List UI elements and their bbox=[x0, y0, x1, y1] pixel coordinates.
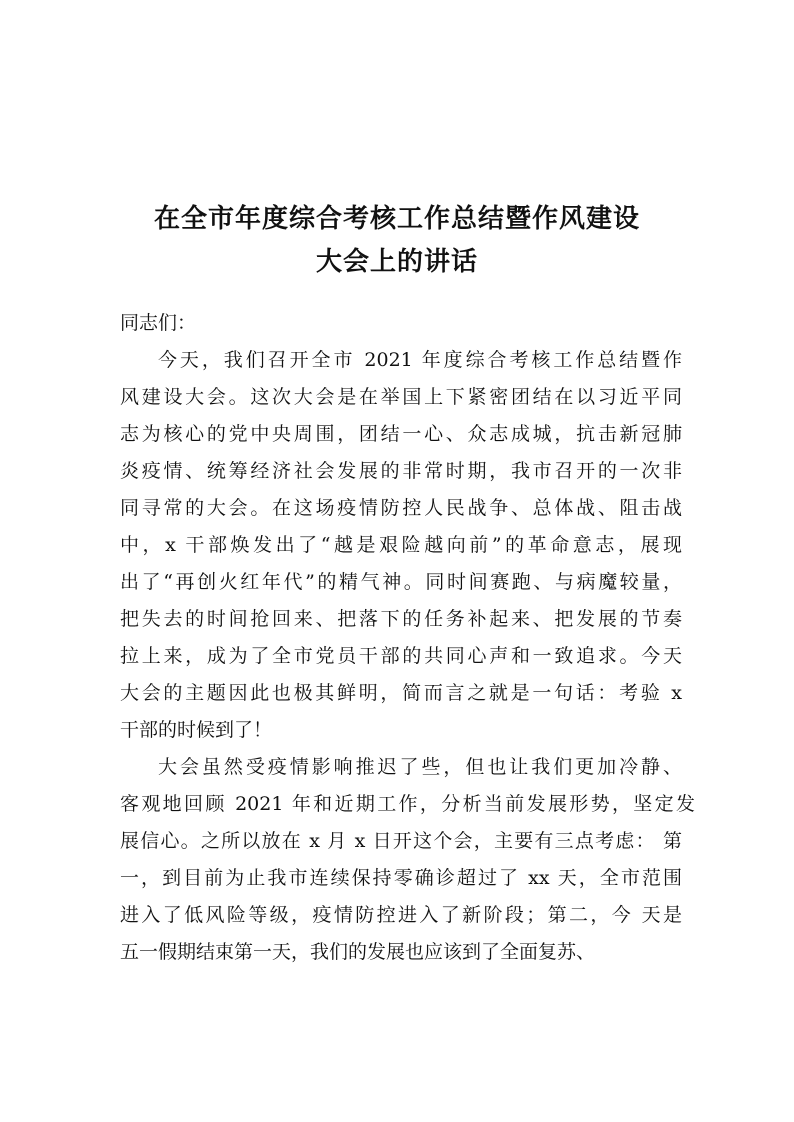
paragraph-2-line: 大会虽然受疫情影响推迟了些，但也让我们更加冷静、 bbox=[158, 756, 682, 778]
paragraph-2-line: 进入了低风险等级，疫情防控进入了新阶段；第二，今 天是 bbox=[120, 904, 682, 926]
paragraph-2-line: 五一假期结束第一天，我们的发展也应该到了全面复苏、 bbox=[120, 941, 596, 963]
paragraph-1-line: 今天，我们召开全市 2021 年度综合考核工作总结暨作 bbox=[158, 349, 682, 371]
paragraph-1-line: 大会的主题因此也极其鲜明，简而言之就是一句话：考验 x bbox=[120, 682, 682, 704]
paragraph-2-line: 展信心。之所以放在 x 月 x 日开这个会，主要有三点考虑： 第 bbox=[120, 830, 682, 852]
paragraph-1-line: 干部的时候到了！ bbox=[120, 719, 273, 741]
paragraph-2-line: 客观地回顾 2021 年和近期工作，分析当前发展形势，坚定发 bbox=[120, 793, 695, 815]
paragraph-2-line: 一，到目前为止我市连续保持零确诊超过了 xx 天，全市范围 bbox=[120, 867, 682, 889]
title-line-1: 在全市年度综合考核工作总结暨作风建设 bbox=[153, 204, 640, 234]
paragraph-1-line: 风建设大会。这次大会是在举国上下紧密团结在以习近平同 bbox=[120, 386, 682, 408]
paragraph-1-line: 志为核心的党中央周围，团结一心、众志成城，抗击新冠肺 bbox=[120, 423, 682, 445]
paragraph-1-line: 炎疫情、统筹经济社会发展的非常时期，我市召开的一次非 bbox=[120, 460, 682, 482]
paragraph-1-line: 把失去的时间抢回来、把落下的任务补起来、把发展的节奏 bbox=[120, 608, 682, 630]
salutation: 同志们： bbox=[120, 312, 197, 334]
paragraph-1-line: 中，x 干部焕发出了“越是艰险越向前”的革命意志，展现 bbox=[120, 534, 682, 556]
title-line-2: 大会上的讲话 bbox=[315, 247, 478, 277]
paragraph-1-line: 出了“再创火红年代”的精气神。同时间赛跑、与病魔较量， bbox=[120, 571, 682, 593]
paragraph-1-line: 同寻常的大会。在这场疫情防控人民战争、总体战、阻击战 bbox=[120, 497, 682, 519]
paragraph-1-line: 拉上来，成为了全市党员干部的共同心声和一致追求。今天 bbox=[120, 645, 682, 667]
